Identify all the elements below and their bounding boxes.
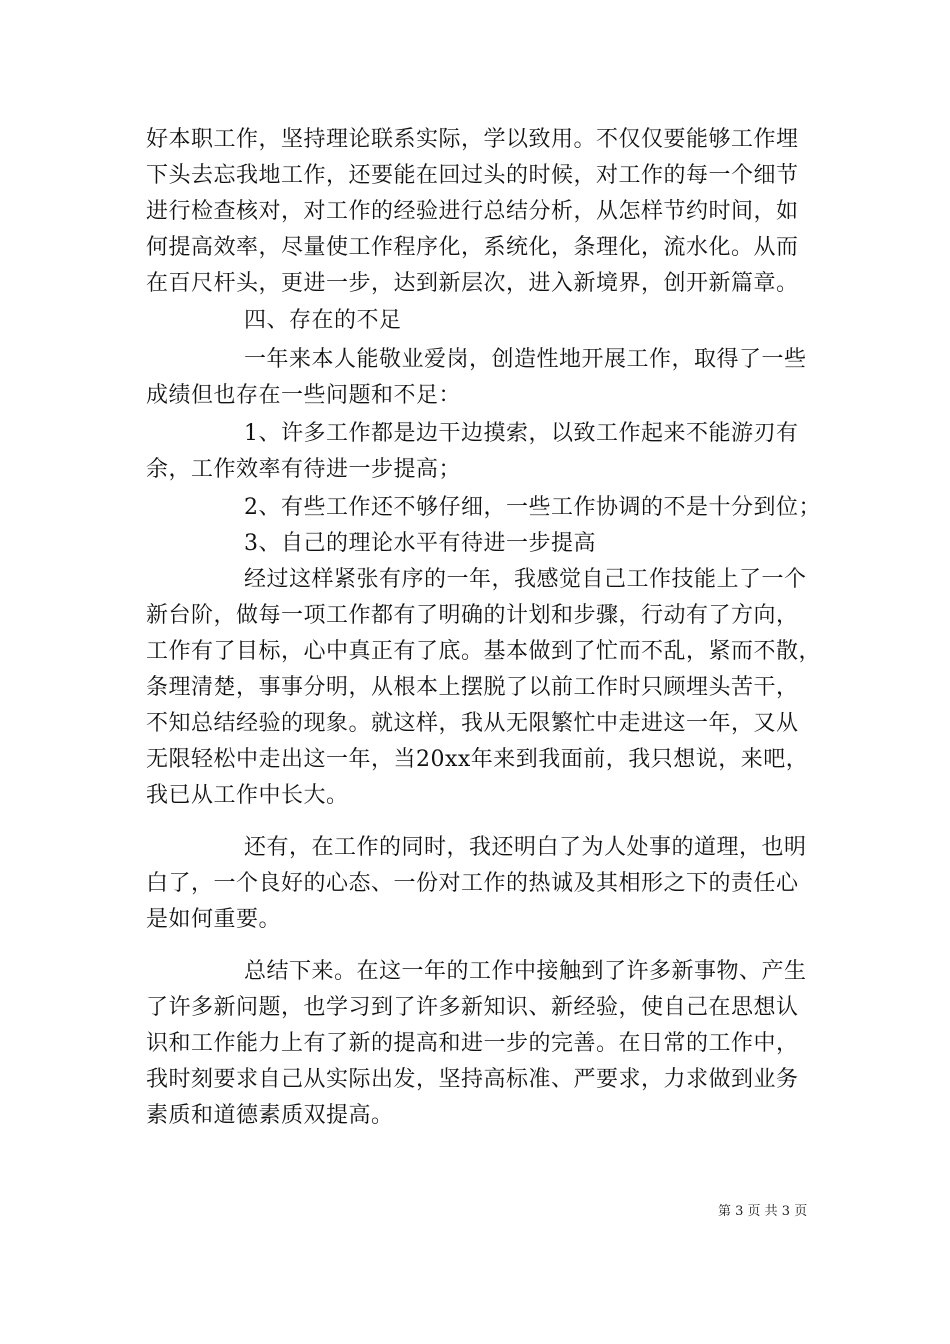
text-line: 新台阶，做每一项工作都有了明确的计划和步骤，行动有了方向， [146,603,799,628]
list-item: 3、自己的理论水平有待进一步提高 [244,531,596,556]
text-line: 素质和道德素质双提高。 [146,1103,394,1128]
section-heading: 四、存在的不足 [244,308,402,333]
text-line: 我已从工作中长大。 [146,783,349,808]
page-number-footer: 第 3 页 共 3 页 [718,1204,808,1219]
text-line: 识和工作能力上有了新的提高和进一步的完善。在日常的工作中， [146,1031,799,1056]
text-line: 总结下来。在这一年的工作中接触到了许多新事物、产生 [244,959,807,984]
text-line: 还有，在工作的同时，我还明白了为人处事的道理，也明 [244,835,807,860]
text-line: 经过这样紧张有序的一年，我感觉自己工作技能上了一个 [244,567,807,592]
text-line: 何提高效率，尽量使工作程序化，系统化，条理化，流水化。从而 [146,235,799,260]
text-line: 我时刻要求自己从实际出发，坚持高标准、严要求，力求做到业务 [146,1067,799,1092]
text-line: 下头去忘我地工作，还要能在回过头的时候，对工作的每一个细节 [146,163,799,188]
text-line: 工作有了目标，心中真正有了底。基本做到了忙而不乱，紧而不散， [146,639,822,664]
text-line: 无限轻松中走出这一年，当20xx年来到我面前，我只想说，来吧， [146,747,809,772]
text-line: 了许多新问题，也学习到了许多新知识、新经验，使自己在思想认 [146,995,799,1020]
text-line: 在百尺杆头，更进一步，达到新层次，进入新境界，创开新篇章。 [146,271,799,296]
text-line: 余，工作效率有待进一步提高； [146,457,462,482]
text-line: 是如何重要。 [146,907,282,932]
text-line: 成绩但也存在一些问题和不足： [146,383,462,408]
list-item: 1、许多工作都是边干边摸索，以致工作起来不能游刃有 [244,421,799,446]
text-line: 白了，一个良好的心态、一份对工作的热诚及其相形之下的责任心 [146,871,799,896]
text-line: 不知总结经验的现象。就这样，我从无限繁忙中走进这一年，又从 [146,711,799,736]
list-item: 2、有些工作还不够仔细，一些工作协调的不是十分到位； [244,495,821,520]
text-line: 好本职工作，坚持理论联系实际，学以致用。不仅仅要能够工作埋 [146,127,799,152]
text-line: 一年来本人能敬业爱岗，创造性地开展工作，取得了一些 [244,347,807,372]
text-line: 进行检查核对，对工作的经验进行总结分析，从怎样节约时间，如 [146,199,799,224]
text-line: 条理清楚，事事分明，从根本上摆脱了以前工作时只顾埋头苦干， [146,675,799,700]
